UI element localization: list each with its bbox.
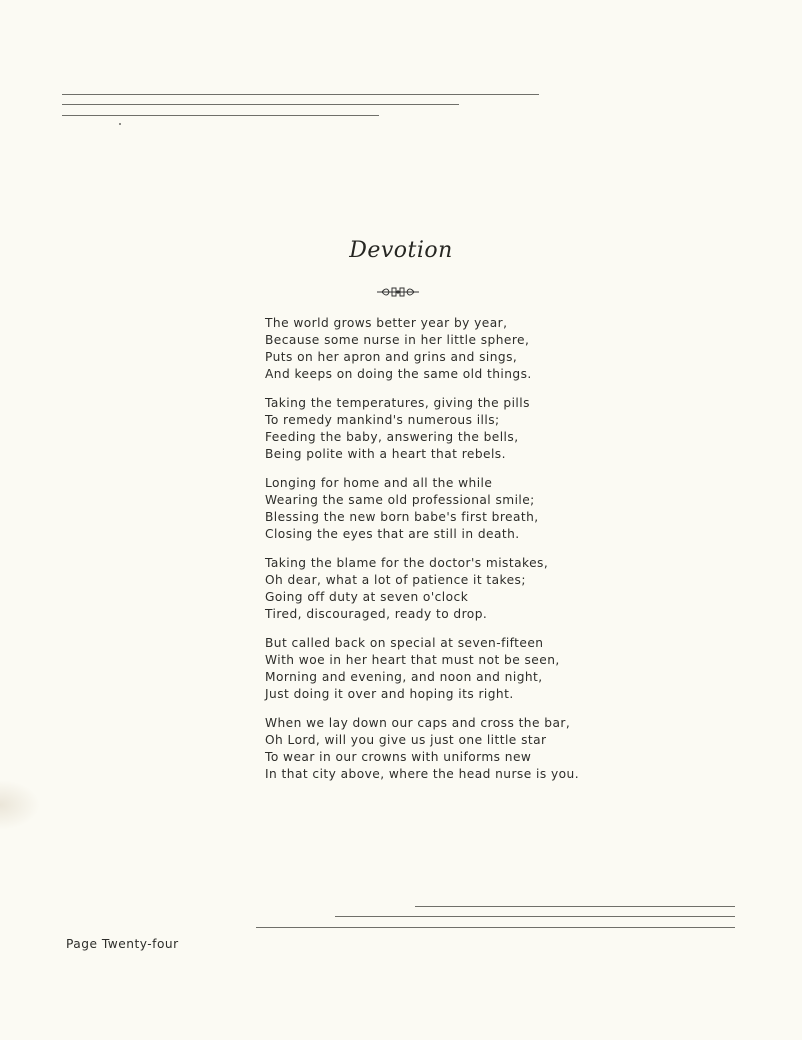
paper-smudge (0, 780, 40, 830)
poem-line: Blessing the new born babe's first breath, (265, 510, 539, 524)
poem-line: The world grows better year by year, (265, 316, 508, 330)
poem-title: Devotion (349, 238, 453, 263)
poem-line: In that city above, where the head nurse is you. (265, 767, 580, 781)
poem-line: To remedy mankind's numerous ills; (265, 413, 500, 427)
ink-speck (119, 123, 121, 125)
poem-line: Being polite with a heart that rebels. (265, 447, 506, 461)
poem-line: Morning and evening, and noon and night, (265, 670, 543, 684)
poem-line: Oh Lord, will you give us just one little star (265, 733, 547, 747)
poem-body (265, 315, 585, 795)
poem-line: Closing the eyes that are still in death. (265, 527, 520, 541)
bottom-rule-2 (335, 916, 735, 917)
stanza (265, 475, 585, 543)
top-rule-2 (62, 104, 459, 105)
poem-line: Wearing the same old professional smile; (265, 493, 535, 507)
stanza (265, 555, 585, 623)
poem-line: Taking the temperatures, giving the pills (265, 396, 530, 410)
poem-line: Going off duty at seven o'clock (265, 590, 469, 604)
stanza (265, 395, 585, 463)
top-rule-3 (62, 115, 379, 116)
poem-line: Because some nurse in her little sphere, (265, 333, 530, 347)
page-number: Page Twenty-four (66, 937, 179, 951)
poem-line: But called back on special at seven-fifteen (265, 636, 544, 650)
stanza (265, 315, 585, 383)
bottom-rule-1 (415, 906, 735, 907)
poem-line: And keeps on doing the same old things. (265, 367, 532, 381)
stanza (265, 635, 585, 703)
poem-line: Longing for home and all the while (265, 476, 493, 490)
poem-line: Tired, discouraged, ready to drop. (265, 607, 488, 621)
poem-line: Puts on her apron and grins and sings, (265, 350, 518, 364)
top-rule-1 (62, 94, 539, 95)
poem-line: Taking the blame for the doctor's mistakes, (265, 556, 549, 570)
bottom-rule-3 (256, 927, 735, 928)
poem-line: With woe in her heart that must not be seen, (265, 653, 560, 667)
scroll-flourish-icon (376, 285, 420, 299)
poem-line: Just doing it over and hoping its right. (265, 687, 514, 701)
poem-line: To wear in our crowns with uniforms new (265, 750, 532, 764)
poem-line: When we lay down our caps and cross the bar, (265, 716, 571, 730)
poem-line: Feeding the baby, answering the bells, (265, 430, 519, 444)
stanza (265, 715, 585, 783)
poem-line: Oh dear, what a lot of patience it takes; (265, 573, 526, 587)
